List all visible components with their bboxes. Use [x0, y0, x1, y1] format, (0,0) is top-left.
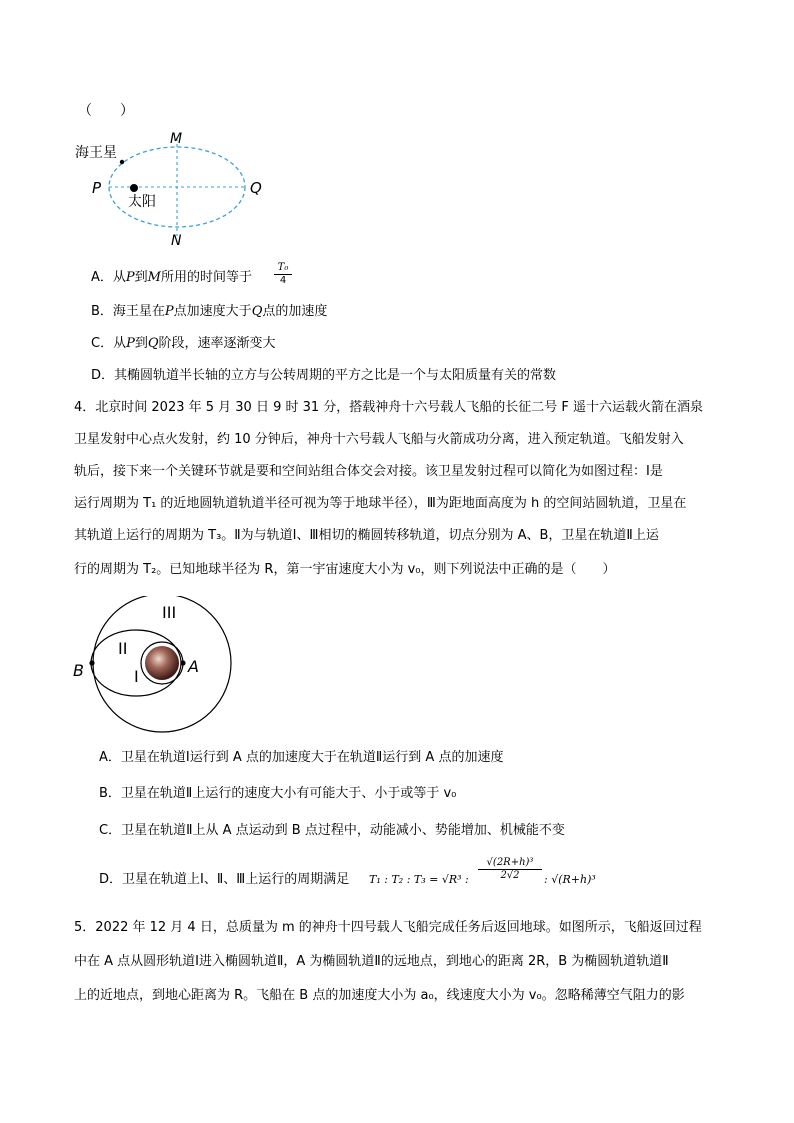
q5-line-2: 中在 A 点从圆形轨道Ⅰ进入椭圆轨道Ⅱ，A 为椭圆轨道Ⅱ的远地点，到地心的距离 2R，B 为椭圆轨道轨道Ⅱ: [74, 954, 669, 969]
q4-line-3: 轨后，接下来一个关键环节就是要和空间站组合体交会对接。该卫星发射过程可以简化为如图过程：Ⅰ是: [74, 464, 663, 479]
option-c-q4: C．卫星在轨道Ⅱ上从 A 点运动到 B 点过程中，动能减小、势能增加、机械能不变: [99, 823, 565, 838]
option-b-suffix: 点的加速度: [262, 304, 328, 319]
option-a-q4: A．卫星在轨道Ⅰ运行到 A 点的加速度大于在轨道Ⅱ运行到 A 点的加速度: [99, 750, 504, 765]
neptune-orbit-diagram: [70, 126, 280, 251]
option-c-mid: 到: [134, 336, 148, 351]
neptune-dot: [120, 160, 124, 164]
point-a-dot: [180, 660, 185, 665]
point-b-label: B: [73, 661, 84, 680]
option-c-suffix: 阶段，速率逐渐变大: [158, 336, 276, 351]
point-n-label: N: [171, 233, 182, 249]
var-q: Q: [147, 336, 159, 351]
q4-line-5: 其轨道上运行的周期为 T₃。Ⅱ为与轨道Ⅰ、Ⅲ相切的椭圆转移轨道，切点分别为 A、B，卫星在轨道Ⅱ上运: [74, 528, 659, 543]
option-a-suffix: 所用的时间等于: [160, 270, 252, 285]
option-b-mid: 点加速度大于: [173, 304, 252, 319]
option-c-prefix: C．从: [91, 336, 127, 351]
q4-line-2: 卫星发射中心点火发射，约 10 分钟后，神舟十六号载人飞船与火箭成功分离，进入预定轨道。飞船发射入: [74, 432, 684, 447]
period-ratio-tail: : √(R+h)³: [544, 873, 596, 886]
fraction-orbit-ii: [478, 857, 542, 882]
q4-line-4: 运行周期为 T₁ 的近地圆轨道轨道半径可视为等于地球半径），Ⅲ为距地面高度为 h 的空间站圆轨道，卫星在: [74, 496, 687, 511]
var-p: P: [125, 270, 135, 285]
option-a-q3: [91, 268, 252, 288]
point-b-dot: [89, 660, 94, 665]
var-m: M: [147, 270, 161, 285]
earth-sphere: [145, 646, 179, 680]
point-m-label: M: [170, 131, 183, 147]
var-p: P: [164, 304, 174, 319]
sun-label: 太阳: [128, 194, 156, 210]
option-d-q4: [99, 870, 349, 890]
q4-line-1: 4．北京时间 2023 年 5 月 30 日 9 时 31 分，搭载神舟十六号载人飞船的长征二号 F 遥十六运载火箭在酒泉: [74, 400, 704, 415]
option-a-mid: 到: [134, 270, 148, 285]
fraction-denominator: 4: [279, 275, 287, 286]
option-b-q4: B．卫星在轨道Ⅱ上运行的速度大小有可能大于、小于或等于 v₀: [99, 786, 457, 801]
answer-bracket: （ ）: [78, 103, 134, 119]
option-b-prefix: B．海王星在: [91, 304, 165, 319]
point-a-label: A: [188, 657, 199, 676]
neptune-label: 海王星: [75, 145, 117, 161]
var-q: Q: [251, 304, 263, 319]
fraction-numerator: √(2R+h)³: [478, 857, 542, 870]
fraction-denominator: 2√2: [500, 870, 520, 881]
orbit-i-label: I: [134, 667, 139, 686]
orbit-iii-label: III: [162, 603, 177, 622]
q4-line-6: 行的周期为 T₂。已知地球半径为 R，第一宇宙速度大小为 v₀，则下列说法中正确的是（ ）: [74, 562, 616, 577]
point-p-label: P: [92, 179, 102, 197]
var-p: P: [126, 336, 135, 351]
option-c-q3: [91, 334, 276, 354]
fraction-t0-over-4: [274, 262, 292, 287]
option-d-prefix: D．卫星在轨道上Ⅰ、Ⅱ、Ⅲ上运行的周期满足: [99, 872, 350, 887]
satellite-orbits-diagram: [66, 596, 236, 736]
q5-line-3: 上的近地点，到地心距离为 R。飞船在 B 点的加速度大小为 a₀，线速度大小为 v₀。忽略稀薄空气阻力的影: [74, 988, 685, 1003]
option-b-q3: [91, 302, 327, 322]
q5-line-1: 5．2022 年 12 月 4 日，总质量为 m 的神舟十四号载人飞船完成任务后返回地球。如图所示，飞船返回过程: [74, 920, 702, 935]
sun-dot: [130, 184, 138, 192]
option-d-q3: D．其椭圆轨道半长轴的立方与公转周期的平方之比是一个与太阳质量有关的常数: [91, 368, 557, 383]
fraction-numerator: T₀: [274, 262, 292, 275]
orbit-ii-label: II: [118, 639, 128, 658]
point-q-label: Q: [250, 179, 262, 197]
period-ratio: T₁ : T₂ : T₃ = √R³ :: [369, 873, 469, 886]
option-a-prefix: A．从: [91, 270, 126, 285]
